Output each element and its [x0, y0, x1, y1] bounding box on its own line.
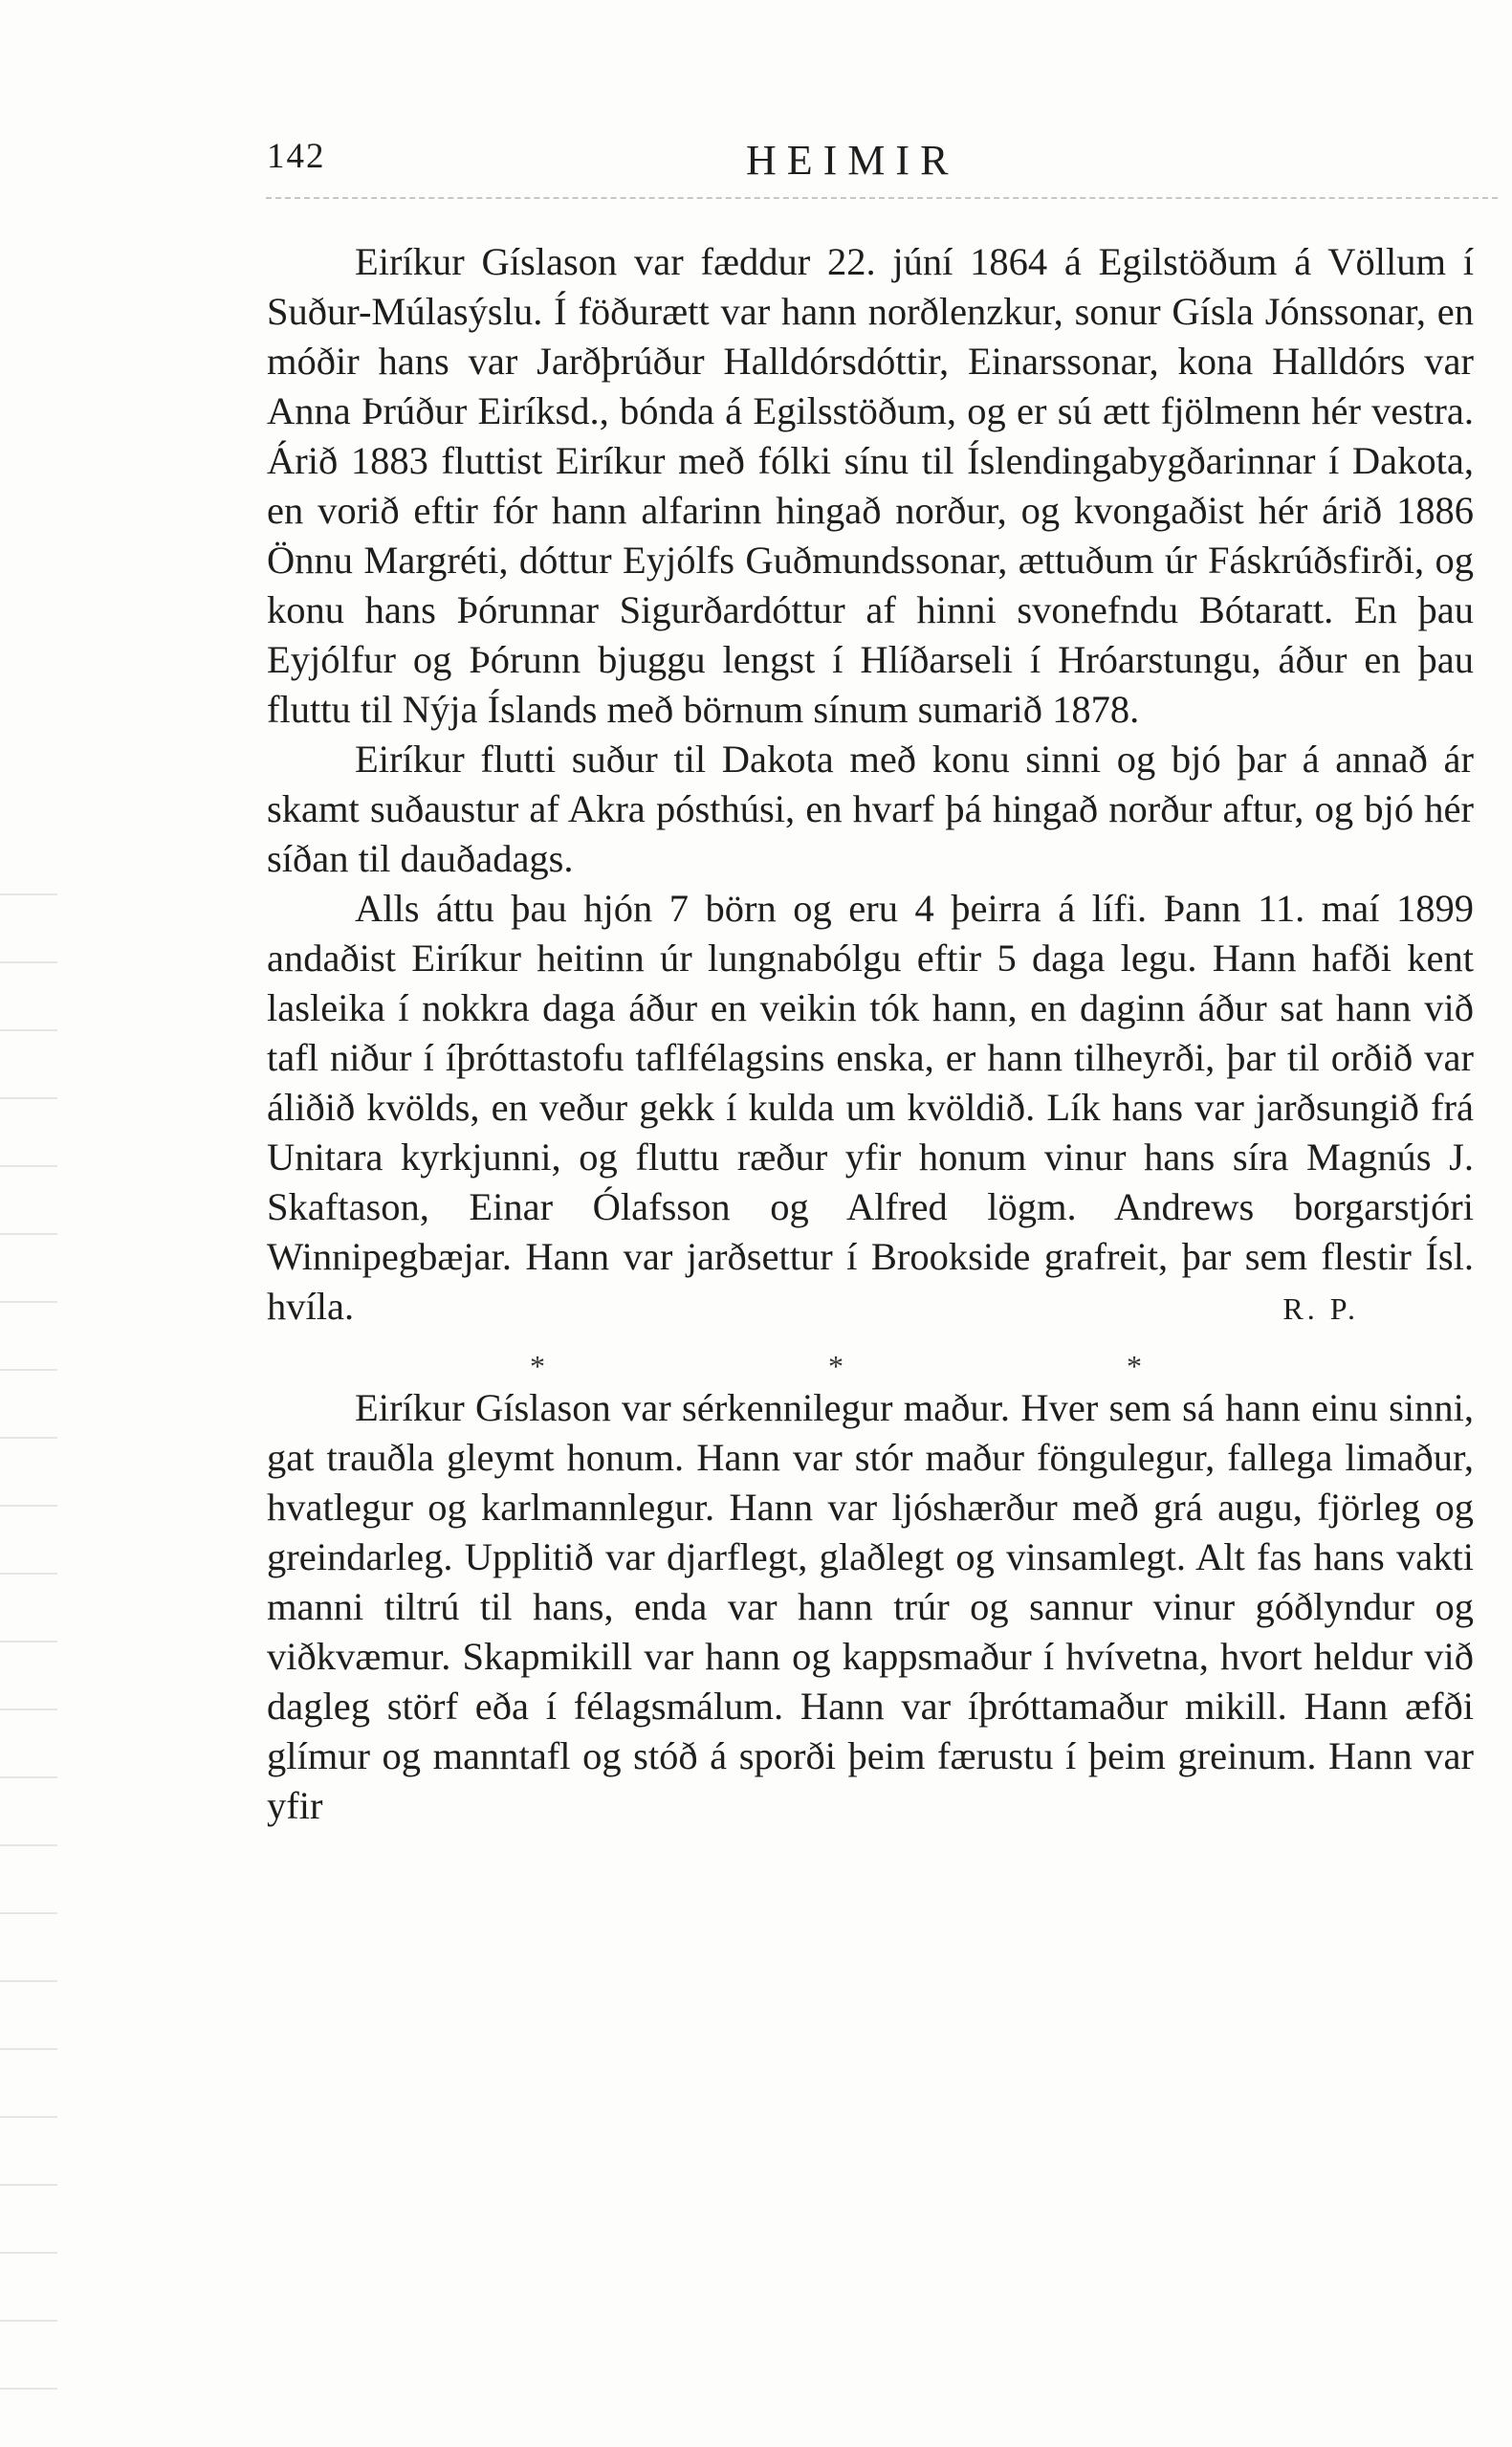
divider-star: *: [828, 1349, 844, 1383]
header-rule: [266, 197, 1498, 199]
author-signature: R. P.: [1282, 1291, 1359, 1326]
page-number: 142: [267, 137, 326, 176]
divider-star: *: [1127, 1349, 1142, 1383]
divider-star: *: [530, 1349, 545, 1383]
running-head: HEIMIR: [746, 137, 959, 184]
signature-line: [267, 1282, 1474, 1334]
article-body: [267, 237, 1474, 1831]
paragraph-death: Alls áttu þau hjón 7 börn og eru 4 þeirra á lífi. Þann 11. maí 1899 andaðist Eiríkur heitinn úr lungnabólgu eftir 5 daga legu. Hann hafði kent lasleika í nokkra daga áður en veikin tók hann, en daginn áður sat hann við tafl niður í íþróttastofu taflfélagsins enska, er hann tilheyrði, þar til orðið var áliðið kvölds, en veður gekk í kulda um kvöldið. Lík hans var jarðsungið frá Unitara kyrkjunni, og fluttu ræður yfir honum vinur hans síra Magnús J. Skaftason, Einar Ólafsson og Alfred lögm. Andrews borgarstjóri Winnipegbæjar. Hann var jarðsettur í Brookside grafreit, þar sem flestir Ísl. hvíla.: [267, 887, 1474, 1328]
section-divider-stars: [530, 1347, 1142, 1385]
paragraph-biography: Eiríkur Gíslason var fæddur 22. júní 1864 á Egilstöðum á Völlum í Suður-Múlasýslu. Í föðurætt var hann norðlenzkur, sonur Gísla Jónssonar, en móðir hans var Jarðþrúður Halldórsdóttir, Einarssonar, kona Halldórs var Anna Þrúður Eiríksd., bónda á Egilsstöðum, og er sú ætt fjölmenn hér vestra. Árið 1883 fluttist Eiríkur með fólki sínu til Íslendingabygðarinnar í Dakota, en vorið eftir fór hann alfarinn hingað norður, og kvongaðist hér árið 1886 Önnu Margréti, dóttur Eyjólfs Guðmundssonar, ættuðum úr Fáskrúðsfirði, og konu hans Þórunnar Sigurðardóttur af hinni svonefndu Bótaratt. En þau Eyjólfur og Þórunn bjuggu lengst í Hlíðarseli í Hróarstungu, áður en þau fluttu til Nýja Íslands með börnum sínum sumarið 1878.: [267, 240, 1474, 731]
paragraph-character: Eiríkur Gíslason var sérkennilegur maður. Hver sem sá hann einu sinni, gat trauðla gleymt honum. Hann var stór maður föngulegur, fallega limaður, hvatlegur og karlmannlegur. Hann var ljóshærður með grá augu, fjörleg og greindarleg. Upplitið var djarflegt, glaðlegt og vinsamlegt. Alt fas hans vakti manni tiltrú til hans, enda var hann trúr og sannur vinur góðlyndur og viðkvæmur. Skapmikill var hann og kappsmaður í hvívetna, hvort heldur við dagleg störf eða í félagsmálum. Hann var íþróttamaður mikill. Hann æfði glímur og manntafl og stóð á sporði þeim færustu í þeim greinum. Hann var yfir: [267, 1386, 1474, 1827]
paragraph-dakota: Eiríkur flutti suður til Dakota með konu sinni og bjó þar á annað ár skamt suðaustur af Akra pósthúsi, en hvarf þá hingað norður aftur, og bjó hér síðan til dauðadags.: [267, 738, 1474, 880]
scan-gutter-artifact: [0, 861, 57, 2439]
